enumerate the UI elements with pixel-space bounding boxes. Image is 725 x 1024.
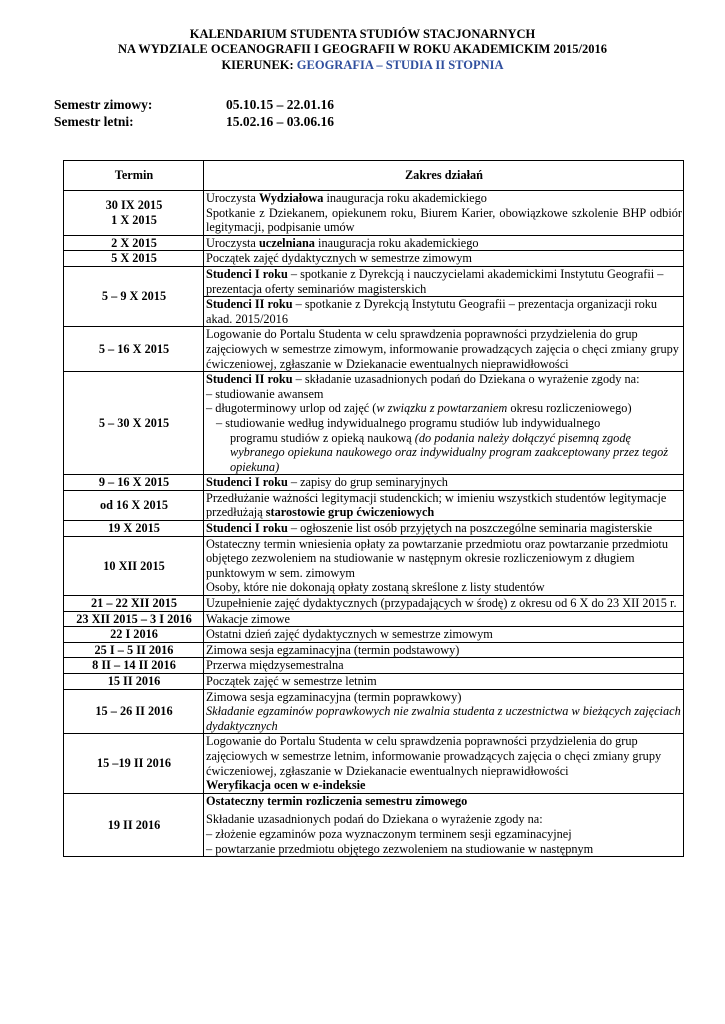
term-cell [64, 191, 204, 236]
actions-cell: Zimowa sesja egzaminacyjna (termin podstawowy) [204, 642, 684, 658]
table-row [64, 793, 684, 856]
actions-cell: Logowanie do Portalu Studenta w celu sprawdzenia poprawności przydzielenia do grup zajęciowych w semestrze zimowym, informowanie prowadzących zajęcia o chęci zmiany grupy ćwiczeniowej, zgłaszanie w Dziekanacie ewentualnych nieprawidłowości [204, 327, 684, 372]
term-cell: 8 II – 14 II 2016 [64, 658, 204, 674]
list-item: – złożenie egzaminów poza wyznaczonym terminem sesji egzaminacyjnej [206, 826, 572, 841]
term-cell: 2 X 2015 [64, 235, 204, 251]
table-row [64, 658, 684, 674]
term-cell: od 16 X 2015 [64, 490, 204, 520]
actions-cell: Studenci I roku – spotkanie z Dyrekcją i nauczycielami akademickimi Instytutu Geografii – prezentacja oferty seminariów magisterskich [204, 266, 684, 296]
action-text: Ostateczny termin wniesienia opłaty za powtarzanie przedmiotu oraz powtarzanie przedmiotu objętego zezwoleniem na studiowanie w następnym okresie rozliczeniowym z długiem punktowym w sem. zimowym [206, 536, 668, 580]
action-text: Spotkanie z Dziekanem, opiekunem roku, Biurem Karier, obowiązkowe szkolenie BHP odbiór legitymacji, podpisanie umów [206, 205, 682, 235]
term-cell: 25 I – 5 II 2016 [64, 642, 204, 658]
action-text: Zimowa sesja egzaminacyjna (termin poprawkowy) [206, 689, 462, 704]
actions-cell [204, 734, 684, 793]
action-text: Składanie uzasadnionych podań do Dziekana o wyrażenie zgody na: [206, 812, 543, 827]
winter-semester-line [54, 97, 334, 113]
actions-cell: Przedłużanie ważności legitymacji studenckich; w imieniu wszystkich studentów legitymacje przedłużają starostowie grup ćwiczeniowych [204, 490, 684, 520]
actions-cell: Studenci II roku – spotkanie z Dyrekcją Instytutu Geografii – prezentacja organizacji roku akad. 2015/2016 [204, 297, 684, 327]
term-cell: 22 I 2016 [64, 627, 204, 643]
actions-cell [204, 191, 684, 236]
summer-semester-line [54, 114, 334, 130]
term-cell: 5 X 2015 [64, 251, 204, 267]
action-text: Studenci II roku – składanie uzasadnionych podań do Dziekana o wyrażenie zgody na: [206, 372, 640, 387]
table-row [64, 642, 684, 658]
action-text: Uroczysta Wydziałowa inauguracja roku akademickiego [206, 191, 487, 205]
actions-cell: Wakacje zimowe [204, 611, 684, 627]
term-cell: 19 X 2015 [64, 521, 204, 537]
actions-cell: Ostatni dzień zajęć dydaktycznych w semestrze zimowym [204, 627, 684, 643]
table-row [64, 475, 684, 491]
action-emphasis: Weryfikacja ocen w e-indeksie [206, 778, 366, 793]
semester-dates: 15.02.16 – 03.06.16 [226, 114, 334, 129]
actions-cell [204, 793, 684, 856]
document-title-line-2: NA WYDZIALE OCEANOGRAFII I GEOGRAFII W ROKU AKADEMICKIM 2015/2016 [118, 42, 607, 56]
action-text: Osoby, które nie dokonają opłaty zostaną skreślone z listy studentów [206, 580, 545, 595]
list-item: programu studiów z opieką naukową (do podania należy dołączyć pisemną zgodę wybranego opiekuna naukowego oraz indywidualny program zaakceptowany przez tegoż opiekuna) [230, 430, 669, 474]
column-header-term: Termin [64, 161, 204, 191]
actions-cell: Uroczysta uczelniana inauguracja roku akademickiego [204, 235, 684, 251]
semester-label: Semestr letni: [54, 114, 134, 129]
semester-label: Semestr zimowy: [54, 97, 153, 112]
term-cell: 19 II 2016 [64, 793, 204, 856]
actions-cell: Uzupełnienie zajęć dydaktycznych (przypadających w środę) z okresu od 6 X do 23 XII 2015 r. [204, 596, 684, 612]
term-cell: 5 – 9 X 2015 [64, 266, 204, 326]
action-text: Logowanie do Portalu Studenta w celu sprawdzenia poprawności przydzielenia do grup zajęciowych w semestrze letnim, informowanie prowadzących zajęcia o chęci zmiany grupy ćwiczeniowej, zgłaszanie w Dziekanacie ewentualnych nieprawidłowości [206, 734, 662, 778]
list-item: – długoterminowy urlop od zajęć (w związku z powtarzaniem okresu rozliczeniowego) [206, 401, 632, 416]
field-of-study-line [0, 58, 725, 73]
field-label: KIERUNEK: [221, 58, 297, 72]
table-row [64, 372, 684, 475]
table-row [64, 611, 684, 627]
actions-cell [204, 372, 684, 475]
term-cell: 10 XII 2015 [64, 536, 204, 595]
action-note: Składanie egzaminów poprawkowych nie zwalnia studenta z uczestnictwa w bieżących zajęciach dydaktycznych [206, 704, 681, 733]
term-cell: 5 – 30 X 2015 [64, 372, 204, 475]
table-row [64, 536, 684, 595]
table-row [64, 627, 684, 643]
list-item: – studiowanie według indywidualnego programu studiów lub indywidualnego [216, 415, 601, 430]
semester-dates: 05.10.15 – 22.01.16 [226, 97, 334, 112]
term-cell: 9 – 16 X 2015 [64, 475, 204, 491]
table-row [64, 235, 684, 251]
list-item: – studiowanie awansem [206, 386, 324, 401]
table-row [64, 734, 684, 793]
document-title-line-1: KALENDARIUM STUDENTA STUDIÓW STACJONARNYCH [189, 27, 536, 41]
list-item: – powtarzanie przedmiotu objętego zezwoleniem na studiowanie w następnym [206, 841, 594, 856]
actions-cell [204, 536, 684, 595]
term-date: 1 X 2015 [111, 212, 157, 227]
actions-cell: Początek zajęć w semestrze letnim [204, 674, 684, 690]
table-row [64, 490, 684, 520]
field-value: GEOGRAFIA – STUDIA II STOPNIA [296, 58, 504, 72]
table-row [64, 596, 684, 612]
term-date: 30 IX 2015 [105, 198, 163, 213]
column-header-actions: Zakres działań [204, 161, 684, 191]
term-cell: 15 – 26 II 2016 [64, 689, 204, 734]
table-row [64, 191, 684, 236]
actions-cell: Przerwa międzysemestralna [204, 658, 684, 674]
term-cell: 5 – 16 X 2015 [64, 327, 204, 372]
term-cell: 23 XII 2015 – 3 I 2016 [64, 611, 204, 627]
table-header-row [64, 161, 684, 191]
table-row [64, 689, 684, 734]
actions-cell: Początek zajęć dydaktycznych w semestrze zimowym [204, 251, 684, 267]
table-row [64, 521, 684, 537]
table-row [64, 266, 684, 296]
table-row [64, 251, 684, 267]
table-row [64, 674, 684, 690]
actions-cell: Studenci I roku – zapisy do grup seminaryjnych [204, 475, 684, 491]
action-emphasis: Ostateczny termin rozliczenia semestru zimowego [206, 793, 468, 808]
actions-cell: Studenci I roku – ogłoszenie list osób przyjętych na poszczególne seminaria magisterskie [204, 521, 684, 537]
actions-cell [204, 689, 684, 734]
calendar-table [63, 160, 684, 857]
term-cell: 15 II 2016 [64, 674, 204, 690]
term-cell: 21 – 22 XII 2015 [64, 596, 204, 612]
table-row [64, 327, 684, 372]
term-cell: 15 –19 II 2016 [64, 734, 204, 793]
